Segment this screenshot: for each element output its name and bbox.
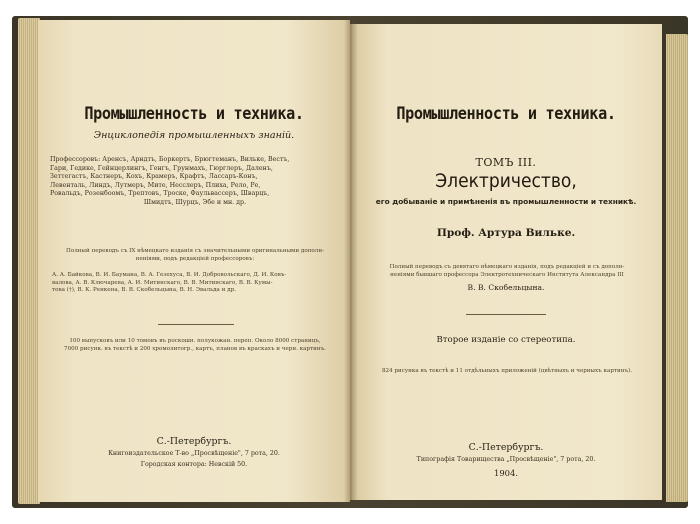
professors-line: Гари, Гедике, Гейнцерлингъ, Генгъ, Грунмахъ, Гюрглеръ, Даленъ,	[50, 164, 273, 172]
professors-line: Профессоровъ: Аренсъ, Арндтъ, Боркертъ, Брюгтеманъ, Вильке, Вестъ,	[50, 156, 290, 163]
professors-line: Ровальдъ, Розенбоомъ, Трептовъ, Троске, Фаульвассеръ, Шварцъ,	[50, 190, 270, 198]
translation-line: неніями, подъ редакціей профессоровъ:	[135, 255, 255, 262]
left-page-title: Промышленность и техника.	[84, 104, 304, 123]
right-page-edges	[666, 34, 688, 502]
publication-year: 1904.	[494, 468, 518, 478]
translation-line: неніями бывшаго профессора Электротехническаго Института Александра III	[390, 271, 624, 278]
professors-line: Зеттегастъ, Кастнеръ, Кохъ, Крамеръ, Крафтъ, Лассаръ-Конъ,	[50, 173, 258, 181]
book-gutter	[344, 20, 358, 502]
left-office: Городская контора: Невскій 50.	[140, 461, 248, 468]
professors-list	[50, 156, 340, 208]
figures-note: 824 рисунка въ текстѣ и 11 отдѣльныхъ приложеній (цвѣтныхъ и черныхъ картинъ).	[381, 368, 632, 374]
left-page-edges	[18, 18, 40, 504]
volumes-line: 7000 рисунк. въ текстѣ и 200 хромолитогр., картъ, планов въ краскахъ и черн. картинъ.	[64, 345, 326, 352]
right-city: С.-Петербургъ.	[468, 442, 544, 453]
editors-line: валова, А. В. Ключарева, А. И. Митинскаго, В. В. Митинскаго, В. В. Кумы-	[52, 279, 273, 286]
right-translation-note	[360, 264, 654, 279]
volume-number: ТОМЪ III.	[475, 156, 537, 169]
right-page	[350, 24, 662, 500]
editors-line: А. А. Байкова, В. И. Баумана, В. А. Гезехуса, В. И. Добровольскаго, Д. И. Ковъ-	[52, 272, 287, 278]
author-line: Проф. Артура Вильке.	[436, 227, 576, 239]
divider	[466, 314, 546, 315]
volumes-note	[48, 338, 342, 353]
main-heading: Электричество,	[435, 170, 577, 192]
translation-line: Полный переводъ съ IX нѣмецкаго изданія съ значительными оригинальными дополн-	[66, 248, 324, 254]
editors-list	[52, 272, 340, 295]
divider	[158, 324, 234, 325]
right-page-title: Промышленность и техника.	[396, 104, 616, 123]
volumes-line: 100 выпусковъ или 10 томовъ въ роскошн. полукожан. переп. Около 8000 страницъ,	[69, 338, 321, 344]
heading-subtitle: его добываніе и примѣненія въ промышленности и техникѣ.	[375, 197, 637, 206]
professors-line: Шмидтъ, Шурцъ, Эбе и мн. др.	[143, 198, 247, 206]
right-printer: Типографія Товарищества „Просвѣщеніе", 7 рота, 20.	[416, 456, 596, 463]
editors-line: това (†), В. К. Ренкена, В. В. Скобельцына, В. Н. Эвальда и др.	[52, 287, 236, 294]
left-publisher: Книгоиздательское Т-во „Просвѣщеніе", 7 рота, 20.	[108, 450, 280, 457]
open-book	[12, 12, 690, 508]
left-translation-note	[50, 248, 340, 263]
left-page	[38, 20, 350, 502]
editor-name: В. В. Скобельцына.	[467, 283, 545, 292]
professors-line: Левенталь, Линдъ, Лутмеръ, Мите, Несслеръ, Плиха, Рело, Ре,	[50, 181, 261, 189]
translation-line: Полный переводъ съ девятаго нѣмецкаго изданія, подъ редакціей и съ дополн-	[389, 264, 625, 270]
left-page-subtitle: Энциклопедія промышленныхъ знаній.	[93, 130, 295, 141]
left-city: С.-Петербургъ.	[156, 436, 232, 447]
edition-line: Второе изданіе со стереотипа.	[436, 335, 576, 345]
